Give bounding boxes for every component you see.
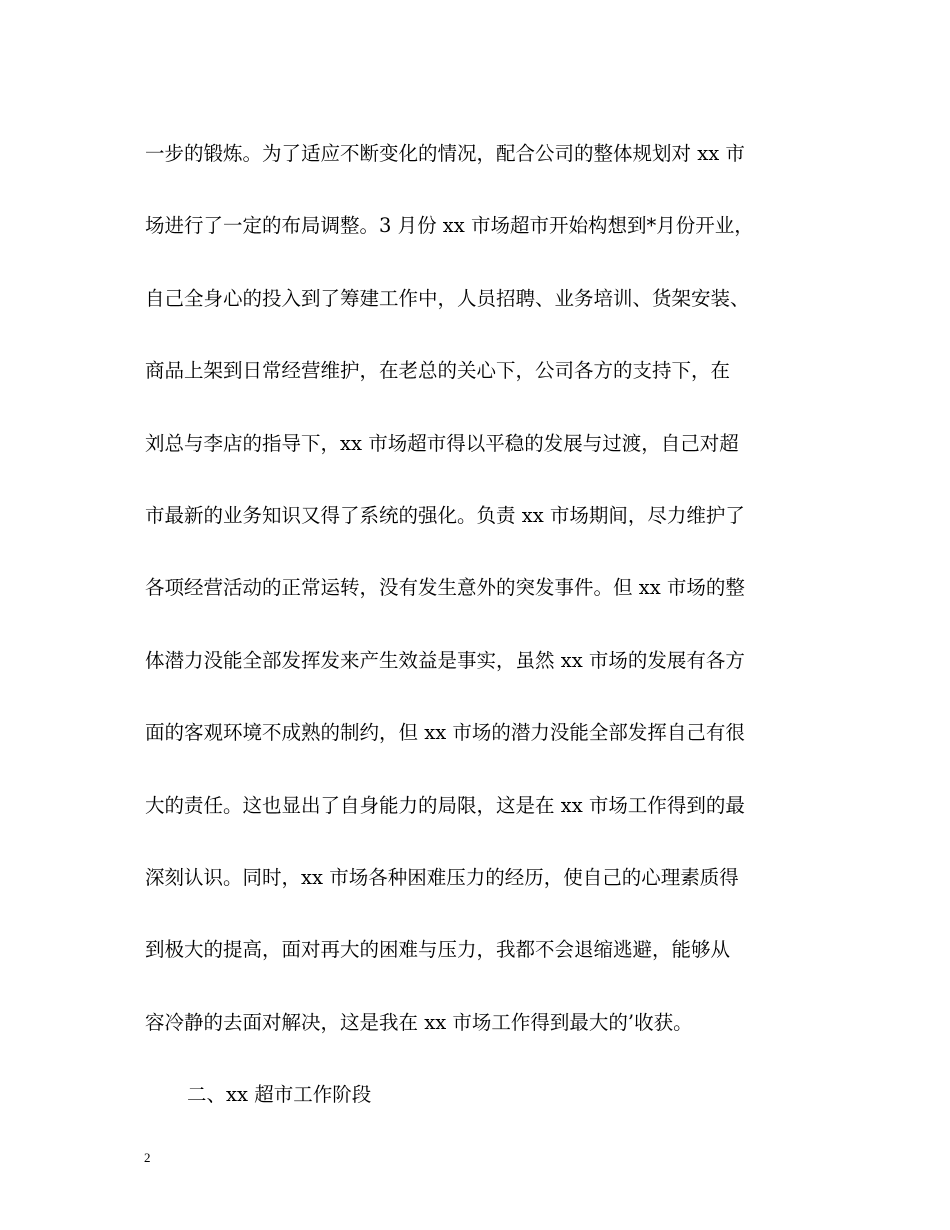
text-line-10: 大的责任。这也显出了自身能力的局限，这是在 xx 市场工作得到的最	[145, 793, 745, 817]
text-line-7: 各项经营活动的正常运转，没有发生意外的突发事件。但 xx 市场的整	[145, 576, 745, 600]
text-line-13: 容冷静的去面对解决，这是我在 xx 市场工作得到最大的’收获。	[145, 1010, 693, 1034]
body-text	[145, 118, 815, 1131]
page-number: 2	[144, 1150, 151, 1165]
text-line-6: 市最新的业务知识又得了系统的强化。负责 xx 市场期间，尽力维护了	[145, 503, 745, 527]
text-line-8: 体潜力没能全部发挥发来产生效益是事实，虽然 xx 市场的发展有各方	[145, 648, 745, 672]
text-line-1: 一步的锻炼。为了适应不断变化的情况，配合公司的整体规划对 xx 市	[145, 142, 745, 165]
text-line-12: 到极大的提高，面对再大的困难与压力，我都不会退缩逃避，能够从	[145, 938, 731, 962]
text-line-9: 面的客观环境不成熟的制约，但 xx 市场的潜力没能全部发挥自己有很	[145, 721, 745, 745]
section-heading: 二、xx 超市工作阶段	[187, 1083, 372, 1107]
text-line-11: 深刻认识。同时，xx 市场各种困难压力的经历，使自己的心理素质得	[145, 865, 739, 889]
text-line-2: 场进行了一定的布局调整。3 月份 xx 市场超市开始构想到*月份开业，	[145, 214, 754, 238]
text-line-4: 商品上架到日常经营维护，在老总的关心下，公司各方的支持下，在	[145, 359, 731, 383]
text-line-5: 刘总与李店的指导下，xx 市场超市得以平稳的发展与过渡，自己对超	[145, 431, 739, 455]
text-line-3: 自己全身心的投入到了筹建工作中，人员招聘、业务培训、货架安装、	[145, 286, 750, 310]
